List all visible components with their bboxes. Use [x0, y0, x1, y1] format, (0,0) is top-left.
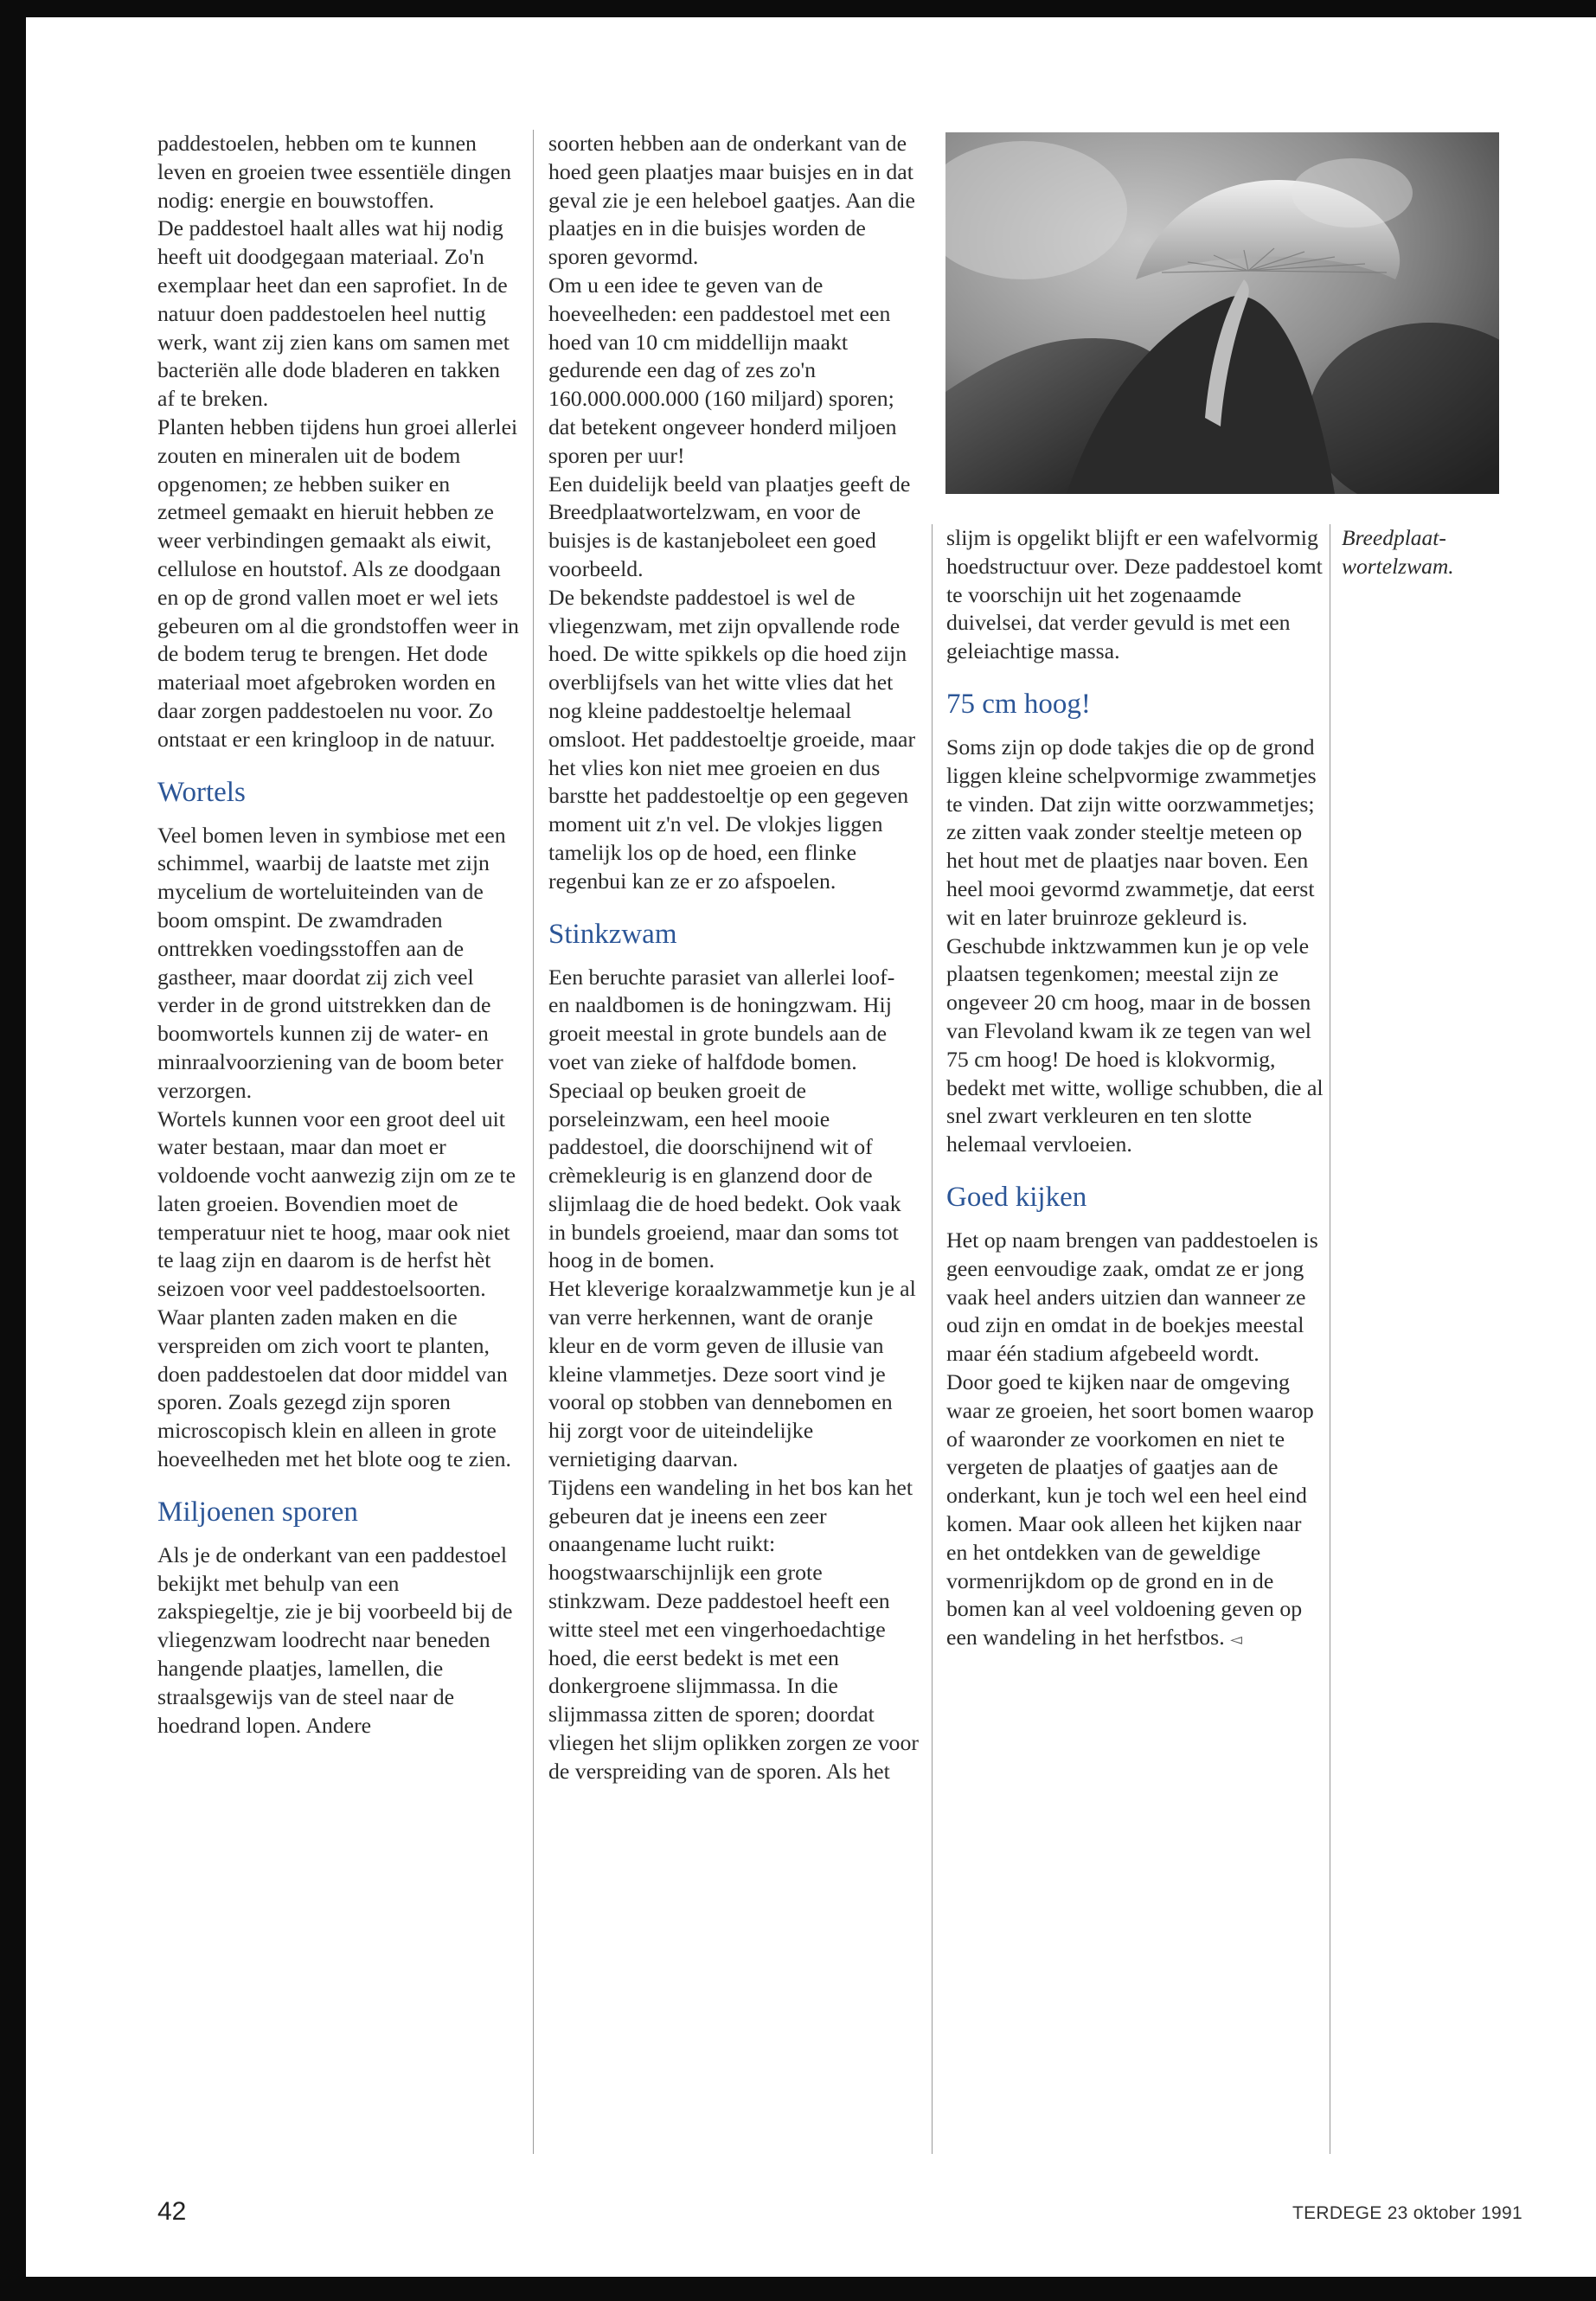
page-number: 42 [157, 2197, 187, 2226]
paragraph: slijm is opgelikt blijft er een wafelvormig hoedstructuur over. Deze paddestoel komt te voorschijn uit het zogenaamde duivelsei, dat verder gevuld is met een geleiachtige massa. [946, 525, 1323, 664]
paragraph: De bekendste paddestoel is wel de vliegenzwam, met zijn opvallende rode hoed. De witte spikkels op die hoed zijn overblijfsels van het witte vlies dat het nog kleine paddestoeltje helemaal omsloot. Het paddestoeltje groeide, maar het vlies kon niet mee groeien en dus barstte het paddestoeltje op een gegeven moment uit z'n vel. De vlokjes liggen tamelijk los op de hoed, een flinke regenbui kan ze er zo afspoelen. [548, 584, 916, 894]
text-column-2 [548, 130, 920, 1786]
paragraph: Veel bomen leven in symbiose met een schimmel, waarbij de laatste met zijn mycelium de worteluiteinden van de boom omspint. De zwamdraden onttrekken voedingsstoffen aan de gastheer, maar doordat zij zich veel verder in de grond uitstrekken dan de boomwortels kunnen zij de water- en minraalvoorziening van de boom beter verzorgen. [157, 822, 506, 1103]
paragraph: Tijdens een wandeling in het bos kan het gebeuren dat je ineens een zeer onaangename lucht ruikt: hoogstwaarschijnlijk een grote stinkzwam. Deze paddestoel heeft een witte steel met een vingerhoedachtige hoed, die eerst bedekt is met een donkergroene slijmmassa. In die slijmmassa zitten de sporen; doordat vliegen het slijm oplikken zorgen ze voor de verspreiding van de sporen. Als het [548, 1474, 919, 1784]
section-heading-goed-kijken: Goed kijken [946, 1181, 1087, 1213]
paragraph: soorten hebben aan de onderkant van de hoed geen plaatjes maar buisjes en in dat geval zie je een heleboel gaatjes. Aan die plaatjes en in die buisjes worden de sporen gevormd. [548, 131, 916, 270]
paragraph: Het kleverige koraalzwammetje kun je al van verre herkennen, want de oranje kleur en de vorm geven de illusie van kleine vlammetjes. Deze soort vind je vooral op stobben van dennebomen en hij zorgt voor de uiteindelijke vernietiging daarvan. [548, 1276, 916, 1472]
photo-caption: Breedplaat- wortelzwam. [1342, 525, 1454, 579]
paragraph: Om u een idee te geven van de hoeveelheden: een paddestoel met een hoed van 10 cm middellijn maakt gedurende een dag of zes zo'n 160.000.000.000 (160 miljard) sporen; dat betekent ongeveer honderd miljoen sporen per uur! [548, 272, 897, 468]
paragraph: Waar planten zaden maken en die verspreiden om zich voort te planten, doen paddestoelen dat door middel van sporen. Zoals gezegd zijn sporen microscopisch klein en alleen in grote hoeveelheden met het blote oog te zien. [157, 1304, 512, 1472]
paragraph: De paddestoel haalt alles wat hij nodig heeft uit doodgegaan materiaal. Zo'n exemplaar heet dan een saprofiet. In de natuur doen paddestoelen heel nuttig werk, want zij zien kans om samen met bacteriën alle dode bladeren en takken af te breken. [157, 215, 510, 412]
section-heading-miljoenen-sporen: Miljoenen sporen [157, 1496, 358, 1528]
end-of-article-icon: ◅ [1230, 1631, 1242, 1649]
paragraph: Soms zijn op dode takjes die op de grond liggen kleine schelpvormige zwammetjes te vinden. Dat zijn witte oorzwammetjes; ze zitten vaak zonder steeltje meteen op het hout met de plaatjes naar boven. Een heel mooi gevormd zwammetje, dat eerst wit en later bruinroze gekleurd is. [946, 734, 1317, 930]
paragraph: Wortels kunnen voor een groot deel uit water bestaan, maar dan moet er voldoende vocht aanwezig zijn om ze te laten groeien. Bovendien moet de temperatuur niet te hoog, maar ook niet te laag zijn en daarom is de herfst hèt seizoen voor veel paddestoelsoorten. [157, 1106, 516, 1302]
text-column-1 [157, 130, 521, 1740]
section-heading-75-cm-hoog: 75 cm hoog! [946, 688, 1091, 720]
paragraph-text: Door goed te kijken naar de omgeving waar ze groeien, het soort bomen waarop of waaronder ze voorkomen en niet te vergeten de plaatjes of gaatjes aan de onderkant, kun je toch wel een heel eind komen. Maar ook alleen het kijken naar en het ontdekken van de geweldige vormenrijkdom op de grond en in de bomen kan al veel voldoening geven op een wandeling in het herfstbos. [946, 1368, 1314, 1650]
column-divider [932, 524, 933, 2154]
magazine-page [26, 17, 1596, 2277]
paragraph: paddestoelen, hebben om te kunnen leven en groeien twee essentiële dingen nodig: energie en bouwstoffen. [157, 131, 511, 213]
paragraph [946, 1368, 1327, 1654]
paragraph: Het op naam brengen van paddestoelen is geen eenvoudige zaak, omdat ze er jong vaak heel anders uitzien dan wanneer ze oud zijn en omdat in de boekjes meestal maar één stadium afgebeeld wordt. [946, 1227, 1318, 1367]
paragraph: Planten hebben tijdens hun groei allerlei zouten en mineralen uit de bodem opgenomen; ze hebben suiker en zetmeel gemaakt en hieruit hebben ze weer verbindingen gemaakt als eiwit, cellulose en houtstof. Als ze doodgaan en op de grond vallen moet er wel iets gebeuren om al die grondstoffen weer in de bodem terug te brengen. Het dode materiaal moet afgebroken worden en daar zorgen paddestoelen nu voor. Zo ontstaat er een kringloop in de natuur. [157, 413, 519, 752]
publication-footer: TERDEGE 23 oktober 1991 [1292, 2203, 1522, 2223]
paragraph: Geschubde inktzwammen kun je op vele plaatsen tegenkomen; meestal zijn ze ongeveer 20 cm hoog, maar in de bossen van Flevoland kwam ik ze tegen van wel 75 cm hoog! De hoed is klokvormig, bedekt met witte, wollige schubben, die al snel zwart verkleuren en ten slotte helemaal vervloeien. [946, 933, 1324, 1157]
column-divider [533, 130, 534, 2154]
paragraph: Als je de onderkant van een paddestoel bekijkt met behulp van een zakspiegeltje, zie je bij voorbeeld bij de vliegenzwam loodrecht naar beneden hangende plaatjes, lamellen, die straalsgewijs van de steel naar de hoedrand lopen. Andere [157, 1541, 513, 1738]
section-heading-wortels: Wortels [157, 776, 246, 808]
mushroom-photo [945, 132, 1499, 494]
paragraph: Een beruchte parasiet van allerlei loof- en naaldbomen is de honingzwam. Hij groeit meestal in grote bundels aan de voet van zieke of halfdode bomen. Speciaal op beuken groeit de porseleinzwam, een heel mooie paddestoel, die doorschijnend wit of crèmekleurig is en glanzend door de slijmlaag die de hoed bedekt. Ook vaak in bundels groeiend, maar dan soms tot hoog in de bomen. [548, 964, 901, 1273]
paragraph: Een duidelijk beeld van plaatjes geeft de Breedplaatwortelzwam, en voor de buisjes is de kastanjeboleet een goed voorbeeld. [548, 471, 911, 581]
text-column-3 [946, 524, 1327, 1654]
section-heading-stinkzwam: Stinkzwam [548, 918, 677, 950]
